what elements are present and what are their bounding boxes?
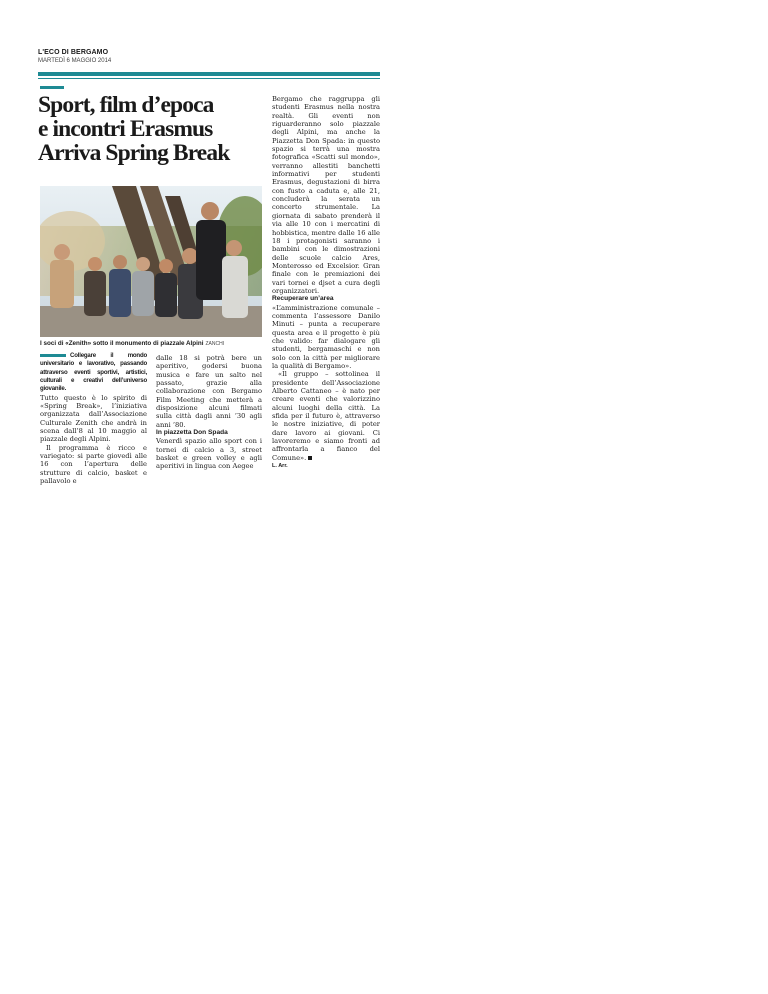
- photo-caption: [40, 340, 224, 347]
- article-column-2: [156, 354, 262, 471]
- top-rule-thin: [38, 78, 380, 79]
- headline-line: Arriva Spring Break: [38, 140, 230, 166]
- headline-line: e incontri Erasmus: [38, 116, 213, 142]
- article-column-1: [40, 352, 147, 486]
- caption-credit: ZANCHI: [205, 341, 225, 347]
- lead-text: Collegare il mondo universitario e lavorativo, passando attraverso eventi sportivi, artistici, culturali e creativi dell’universo giovanile.: [40, 352, 147, 393]
- body-paragraph: Tutto questo è lo spirito di «Spring Break», l’iniziativa organizzata dall’Associazione Culturale Zenith che andrà in scena dall’8 al 10 maggio al piazzale degli Alpini.: [40, 393, 147, 444]
- publication-date: MARTEDÌ 6 MAGGIO 2014: [38, 58, 112, 64]
- headline: [38, 93, 268, 165]
- body-paragraph: dalle 18 si potrà bere un aperitivo, godersi buona musica e fare un salto nel passato, grazie alla collaborazione con Bergamo Film Meeting che metterà a disposizione alcuni filmati sulla città dagli anni ’30 agli anni ’80.: [156, 354, 262, 429]
- headline-accent-bar: [40, 86, 64, 89]
- lead-paragraph: [40, 352, 147, 394]
- top-rule: [38, 72, 380, 76]
- article-column-3: [272, 95, 380, 470]
- body-paragraph: Bergamo che raggruppa gli studenti Erasmus nella nostra realtà. Gli eventi non riguarderanno solo piazzale degli Alpini, ma anche la Piazzetta Don Spada: in questo spazio si terrà una mostra fotografica «Scatti sul mondo», verranno allestiti banchetti informativi per studenti Erasmus, degustazioni di birra con fusto a caduta e, alle 21, concluderà la serata un concerto strumentale. La giornata di sabato prenderà il via alle 10 con i mercatini di hobbistica, mentre dalle 16 alle 18 i protagonisti saranno i bambini con le dimostrazioni delle scuole calcio Ares, Monterosso ed Excelsior. Gran finale con le premiazioni dei vari tornei e djset a cura degli organizzatori.: [272, 95, 380, 295]
- subheading: Recuperare un’area: [272, 295, 334, 303]
- body-paragraph: [272, 370, 380, 462]
- subheading: In piazzetta Don Spada: [156, 429, 228, 437]
- publication-name: L'ECO DI BERGAMO: [38, 49, 109, 56]
- author-signature: L. Arr.: [272, 463, 288, 470]
- lead-accent-bar: [40, 354, 66, 357]
- caption-text: I soci di «Zenith» sotto il monumento di piazzale Alpini: [40, 340, 204, 347]
- article-photo: [40, 186, 262, 337]
- body-paragraph: Venerdì spazio allo sport con i tornei di calcio a 3, street basket e green volley e agli aperitivi in lingua con Aegee: [156, 437, 262, 471]
- body-paragraph-text: «Il gruppo – sottolinea il presidente dell’Associazione Alberto Cattaneo – è nato per creare eventi che valorizzino alcuni luoghi della città. La sfida per il futuro è, attraverso le nostre iniziative, di poter dare lavoro ai giovani. Ci lavoreremo e siamo fronti ad affrontarla a fianco del Comune».: [272, 370, 380, 462]
- end-mark: [308, 456, 312, 460]
- body-paragraph: «L’amministrazione comunale – commenta l’assessore Danilo Minuti – punta a recuperare questa area e il progetto è più che valido: far dialogare gli studenti, bergamaschi e non solo con la città per migliorare la qualità di Bergamo».: [272, 303, 380, 370]
- body-paragraph: Il programma è ricco e variegato: si parte giovedì alle 16 con l’apertura delle strutture di calcio, basket e pallavolo e: [40, 443, 147, 486]
- headline-line: Sport, film d’epoca: [38, 92, 214, 118]
